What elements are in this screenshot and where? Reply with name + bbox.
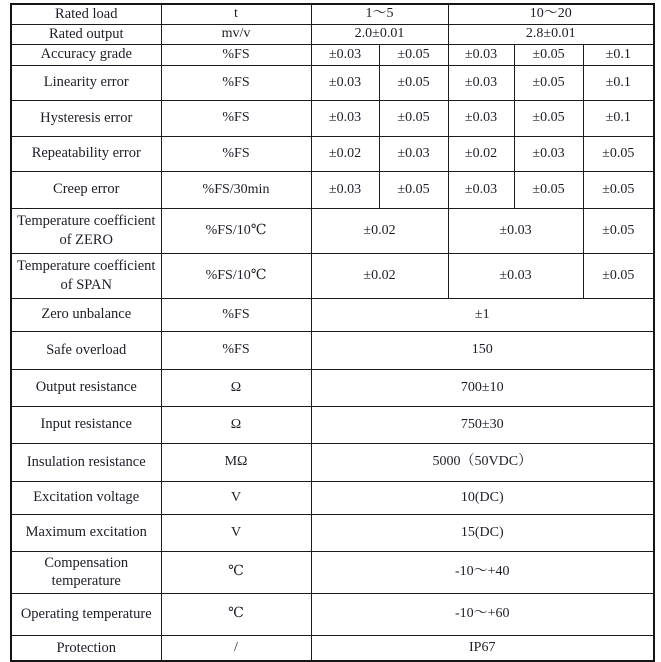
param-unit: %FS: [161, 298, 311, 331]
param-unit: %FS/10℃: [161, 253, 311, 298]
param-value: ±0.03: [379, 136, 448, 171]
param-unit: %FS: [161, 44, 311, 65]
param-value: ±0.03: [311, 171, 379, 208]
param-value: ±0.05: [514, 171, 583, 208]
spec-table: [10, 3, 655, 662]
table-row: [11, 298, 654, 331]
param-unit: MΩ: [161, 443, 311, 481]
param-value: 750±30: [311, 406, 654, 443]
param-value: -10～+60: [311, 593, 654, 635]
param-value: 5000（50VDC）: [311, 443, 654, 481]
param-value: 2.8±0.01: [448, 24, 654, 44]
param-unit: /: [161, 635, 311, 661]
param-label: Excitation voltage: [11, 481, 161, 514]
param-value: ±0.03: [311, 100, 379, 136]
param-unit: t: [161, 4, 311, 24]
param-value: ±0.1: [583, 44, 654, 65]
param-label: Zero unbalance: [11, 298, 161, 331]
param-unit: Ω: [161, 369, 311, 406]
table-row: [11, 406, 654, 443]
param-unit: %FS: [161, 100, 311, 136]
param-label: Linearity error: [11, 65, 161, 100]
param-value: ±0.02: [311, 208, 448, 253]
table-row: [11, 551, 654, 593]
param-label: Output resistance: [11, 369, 161, 406]
param-label: Input resistance: [11, 406, 161, 443]
param-value: ±0.1: [583, 100, 654, 136]
param-value: 700±10: [311, 369, 654, 406]
table-row: [11, 136, 654, 171]
param-value: ±0.03: [448, 44, 514, 65]
param-value: ±0.02: [311, 136, 379, 171]
param-label: Rated load: [11, 4, 161, 24]
param-value: 10～20: [448, 4, 654, 24]
param-value: IP67: [311, 635, 654, 661]
param-value: 2.0±0.01: [311, 24, 448, 44]
param-unit: %FS: [161, 136, 311, 171]
param-value: ±1: [311, 298, 654, 331]
table-row: [11, 331, 654, 369]
param-value: ±0.05: [379, 171, 448, 208]
param-unit: mv/v: [161, 24, 311, 44]
param-value: ±0.05: [583, 208, 654, 253]
table-row: [11, 24, 654, 44]
table-row: [11, 4, 654, 24]
table-row: [11, 369, 654, 406]
param-value: ±0.05: [514, 100, 583, 136]
param-value: 10(DC): [311, 481, 654, 514]
table-row: [11, 635, 654, 661]
param-label: Temperature coefficient of SPAN: [11, 253, 161, 298]
param-label: Safe overload: [11, 331, 161, 369]
param-value: -10～+40: [311, 551, 654, 593]
param-value: ±0.05: [583, 136, 654, 171]
table-row: [11, 443, 654, 481]
table-row: [11, 65, 654, 100]
param-label: Accuracy grade: [11, 44, 161, 65]
param-value: ±0.1: [583, 65, 654, 100]
param-label: Insulation resistance: [11, 443, 161, 481]
param-label: Maximum excitation: [11, 514, 161, 551]
param-label: Hysteresis error: [11, 100, 161, 136]
param-value: ±0.03: [448, 100, 514, 136]
param-unit: V: [161, 481, 311, 514]
param-value: ±0.03: [514, 136, 583, 171]
table-row: [11, 481, 654, 514]
table-row: [11, 208, 654, 253]
param-value: ±0.05: [514, 65, 583, 100]
table-row: [11, 100, 654, 136]
param-unit: ℃: [161, 593, 311, 635]
param-value: ±0.03: [448, 253, 583, 298]
param-value: 150: [311, 331, 654, 369]
param-unit: ℃: [161, 551, 311, 593]
table-row: [11, 514, 654, 551]
param-label: Rated output: [11, 24, 161, 44]
param-label: Operating temperature: [11, 593, 161, 635]
param-value: ±0.02: [448, 136, 514, 171]
table-row: [11, 253, 654, 298]
param-value: ±0.05: [379, 100, 448, 136]
param-value: ±0.03: [311, 44, 379, 65]
table-row: [11, 171, 654, 208]
param-unit: %FS: [161, 331, 311, 369]
param-unit: V: [161, 514, 311, 551]
param-value: ±0.05: [514, 44, 583, 65]
param-value: ±0.03: [311, 65, 379, 100]
param-value: ±0.02: [311, 253, 448, 298]
param-label: Creep error: [11, 171, 161, 208]
param-value: 1～5: [311, 4, 448, 24]
param-value: ±0.03: [448, 171, 514, 208]
table-row: [11, 593, 654, 635]
param-value: ±0.05: [583, 253, 654, 298]
param-label: Protection: [11, 635, 161, 661]
param-label: Temperature coefficient of ZERO: [11, 208, 161, 253]
param-unit: %FS/10℃: [161, 208, 311, 253]
table-row: [11, 44, 654, 65]
param-unit: Ω: [161, 406, 311, 443]
param-value: 15(DC): [311, 514, 654, 551]
param-value: ±0.05: [379, 65, 448, 100]
param-value: ±0.05: [583, 171, 654, 208]
param-unit: %FS: [161, 65, 311, 100]
param-unit: %FS/30min: [161, 171, 311, 208]
param-value: ±0.03: [448, 65, 514, 100]
param-value: ±0.05: [379, 44, 448, 65]
param-value: ±0.03: [448, 208, 583, 253]
param-label: Repeatability error: [11, 136, 161, 171]
param-label: Compensation temperature: [11, 551, 161, 593]
